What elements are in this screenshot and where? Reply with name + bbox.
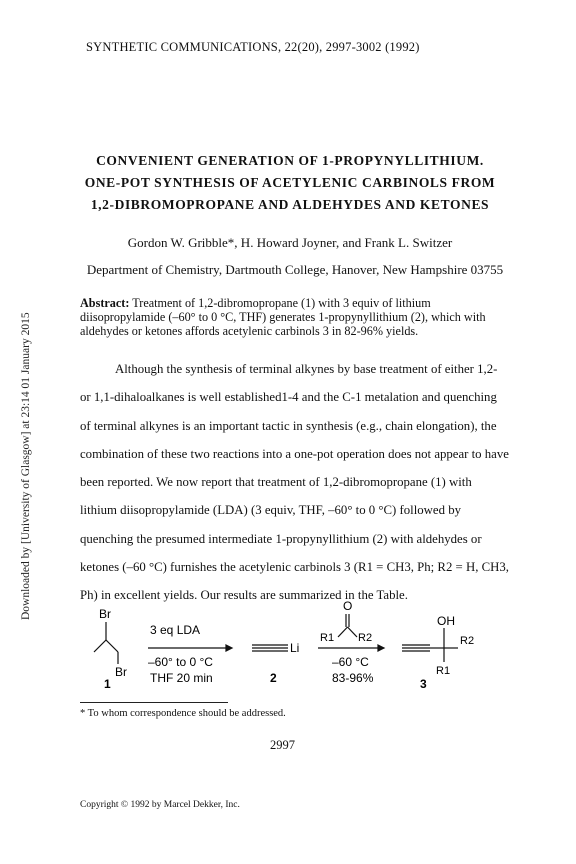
- page-number: 2997: [270, 738, 295, 752]
- reagent1-bottom: THF 20 min: [150, 671, 213, 685]
- copyright-line: Copyright © 1992 by Marcel Dekker, Inc.: [80, 800, 240, 810]
- body-text: [80, 355, 510, 610]
- ketone-r2-label: R2: [358, 632, 373, 644]
- article-title: [60, 150, 520, 216]
- journal-header: SYNTHETIC COMMUNICATIONS, 22(20), 2997-3002 (1992): [86, 40, 420, 54]
- ketone-r1-label: R1: [320, 632, 335, 644]
- compound-1-label: 1: [104, 677, 111, 691]
- abstract-text: Treatment of 1,2-dibromopropane (1) with 3 equiv of lithium diisopropylamide (–60° to 0 °C, THF) generates 1-propynyllithium (2), which with aldehydes or ketones affords acetylenic carbinols 3 in 82-96% yields.: [80, 296, 486, 338]
- product-r1-label: R1: [436, 665, 451, 677]
- author-list: Gordon W. Gribble*, H. Howard Joyner, and Frank L. Switzer: [127, 235, 453, 250]
- reaction-scheme: [80, 600, 520, 695]
- reagent1-mid: –60° to 0 °C: [148, 655, 213, 669]
- download-watermark: Downloaded by [University of Glasgow] at 23:14 01 January 2015: [20, 312, 32, 620]
- reagent2-bottom: 83-96%: [332, 671, 374, 685]
- product-r2-label: R2: [460, 635, 475, 647]
- body-paragraph: Although the synthesis of terminal alkynes by base treatment of either 1,2- or 1,1-dihaloalkanes is well established1-4 and the C-1 metalation and quenching of terminal alkynes is an important tactic in synthesis (e.g., chain elongation), the combination of these two reactions into a one-pot operation does not appear to have been reported. We now report that treatment of 1,2-dibromopropane (1) with lithium diisopropylamide (LDA) (3 equiv, THF, –60° to 0 °C) followed by quenching the presumed intermediate 1-propynyllithium (2) with aldehydes or ketones (–60 °C) furnishes the acetylenic carbinols 3 (R1 = CH3, Ph; R2 = H, CH3, Ph) in excellent yields. Our results are summarized in the Table.: [80, 362, 509, 603]
- product-oh-label: OH: [437, 614, 455, 628]
- footnote-divider: [80, 702, 228, 703]
- ketone-o-label: O: [343, 600, 353, 613]
- footnote: * To whom correspondence should be addressed.: [80, 708, 286, 719]
- title-line-2: ONE-POT SYNTHESIS OF ACETYLENIC CARBINOLS FROM: [84, 175, 496, 190]
- title-line-1: CONVENIENT GENERATION OF 1-PROPYNYLLITHIUM.: [96, 153, 484, 168]
- abstract-label: Abstract:: [80, 296, 130, 310]
- compound-2-label: 2: [270, 671, 277, 685]
- affiliation: Department of Chemistry, Dartmouth College, Hanover, New Hampshire 03755: [86, 262, 504, 277]
- title-line-3: 1,2-DIBROMOPROPANE AND ALDEHYDES AND KETONES: [90, 197, 490, 212]
- br-bottom-label: Br: [115, 665, 127, 679]
- br-top-label: Br: [99, 607, 111, 621]
- li-label: Li: [290, 641, 300, 655]
- abstract: [80, 296, 510, 338]
- reagent1-top: 3 eq LDA: [150, 623, 201, 637]
- compound-3-label: 3: [420, 677, 427, 691]
- reagent2-mid: –60 °C: [332, 655, 369, 669]
